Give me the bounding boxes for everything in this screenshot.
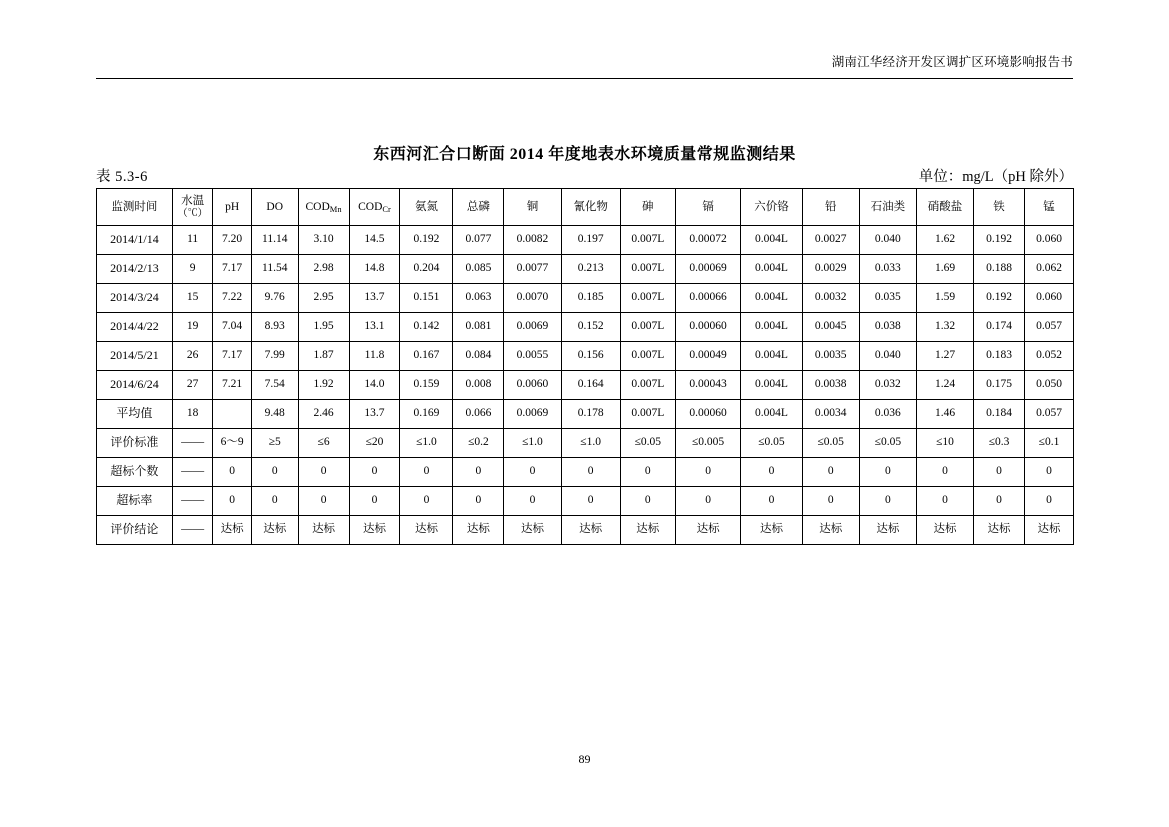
column-header-3 — [213, 189, 251, 226]
table-cell: 7.99 — [251, 342, 298, 371]
table-cell: 15 — [172, 284, 213, 313]
table-cell: 0.185 — [561, 284, 620, 313]
table-cell: ≤6 — [298, 429, 349, 458]
table-cell: 0 — [802, 487, 859, 516]
table-cell: ≤0.05 — [802, 429, 859, 458]
table-cell: 0.151 — [400, 284, 453, 313]
table-cell: 达标 — [1025, 516, 1074, 545]
row-label: 2014/1/14 — [97, 226, 173, 255]
table-cell: 1.62 — [916, 226, 973, 255]
column-header-label: 镉 — [702, 200, 714, 213]
table-cell: 0.007L — [620, 255, 675, 284]
table-cell: 0.167 — [400, 342, 453, 371]
table-cell: ≤0.2 — [453, 429, 504, 458]
table-cell: 0.159 — [400, 371, 453, 400]
table-cell: 0.004L — [741, 342, 802, 371]
table-row — [97, 255, 1074, 284]
table-cell: 达标 — [802, 516, 859, 545]
table-cell: 3.10 — [298, 226, 349, 255]
table-cell: 1.27 — [916, 342, 973, 371]
table-cell: 0.00066 — [675, 284, 740, 313]
table-cell: 0.0069 — [504, 313, 561, 342]
column-header-13 — [741, 189, 802, 226]
table-header-row — [97, 189, 1074, 226]
table-cell: 1.59 — [916, 284, 973, 313]
row-label: 2014/3/24 — [97, 284, 173, 313]
table-cell: 1.69 — [916, 255, 973, 284]
table-cell: 0.00060 — [675, 400, 740, 429]
table-cell: 1.46 — [916, 400, 973, 429]
table-cell: 0 — [298, 458, 349, 487]
column-header-label: 水温 （℃） — [173, 195, 213, 219]
column-header-11 — [620, 189, 675, 226]
table-cell: 达标 — [620, 516, 675, 545]
table-cell: 13.7 — [349, 400, 400, 429]
column-header-label: pH — [225, 200, 240, 213]
table-cell: 0 — [974, 458, 1025, 487]
table-cell: 0.0069 — [504, 400, 561, 429]
table-cell: 达标 — [741, 516, 802, 545]
table-cell: 27 — [172, 371, 213, 400]
table-cell: 0.052 — [1025, 342, 1074, 371]
table-row — [97, 371, 1074, 400]
table-row — [97, 400, 1074, 429]
table-cell: 0.084 — [453, 342, 504, 371]
table-units: 单位：mg/L（pH 除外） — [918, 169, 1073, 185]
table-cell: 达标 — [859, 516, 916, 545]
table-cell: 0.063 — [453, 284, 504, 313]
table-cell: —— — [172, 516, 213, 545]
table-cell: 0.004L — [741, 255, 802, 284]
row-label: 2014/4/22 — [97, 313, 173, 342]
table-cell: 0.175 — [974, 371, 1025, 400]
table-cell: 7.04 — [213, 313, 251, 342]
column-header-18 — [1025, 189, 1074, 226]
column-header-1 — [97, 189, 173, 226]
table-cell: 11.14 — [251, 226, 298, 255]
column-header-label: 监测时间 — [111, 200, 158, 213]
table-cell: 0.004L — [741, 400, 802, 429]
table-cell: 0.040 — [859, 226, 916, 255]
table-cell: 0.036 — [859, 400, 916, 429]
table-cell: 7.17 — [213, 255, 251, 284]
table-cell: —— — [172, 487, 213, 516]
table-cell: 9.76 — [251, 284, 298, 313]
table-cell: 0.00049 — [675, 342, 740, 371]
table-cell: 0.184 — [974, 400, 1025, 429]
table-cell: 0.213 — [561, 255, 620, 284]
table-cell: 0.008 — [453, 371, 504, 400]
table-cell: 0 — [675, 487, 740, 516]
page-title: 东西河汇合口断面 2014 年度地表水环境质量常规监测结果 — [373, 146, 796, 163]
table-cell: 0.004L — [741, 226, 802, 255]
table-cell: —— — [172, 429, 213, 458]
water-quality-table — [96, 188, 1074, 545]
table-cell: 0.0038 — [802, 371, 859, 400]
table-number: 表 5.3-6 — [96, 169, 148, 185]
table-row — [97, 284, 1074, 313]
column-header-label: 硝酸盐 — [927, 200, 963, 213]
table-cell: 7.17 — [213, 342, 251, 371]
table-cell: 8.93 — [251, 313, 298, 342]
table-cell: 0.057 — [1025, 400, 1074, 429]
table-cell: 0.081 — [453, 313, 504, 342]
table-cell: 达标 — [349, 516, 400, 545]
table-cell: 0 — [213, 487, 251, 516]
column-header-label: 氨氮 — [414, 200, 438, 213]
row-label: 2014/5/21 — [97, 342, 173, 371]
column-header-label: 铁 — [993, 200, 1005, 213]
table-cell: 达标 — [213, 516, 251, 545]
table-cell: 0 — [251, 487, 298, 516]
table-cell: 2.95 — [298, 284, 349, 313]
table-cell: 9.48 — [251, 400, 298, 429]
table-cell: 0.00060 — [675, 313, 740, 342]
table-row — [97, 313, 1074, 342]
column-header-label: 铅 — [824, 200, 837, 213]
table-cell: 7.21 — [213, 371, 251, 400]
table-cell: 0.197 — [561, 226, 620, 255]
table-cell: 0 — [741, 487, 802, 516]
table-cell: 0.188 — [974, 255, 1025, 284]
table-cell: 0.0034 — [802, 400, 859, 429]
table-cell: 达标 — [453, 516, 504, 545]
table-cell: ≤0.05 — [859, 429, 916, 458]
table-row — [97, 516, 1074, 545]
table-cell — [213, 400, 251, 429]
table-cell: 14.5 — [349, 226, 400, 255]
table-cell: 0 — [400, 458, 453, 487]
table-cell: 0.0035 — [802, 342, 859, 371]
column-header-9 — [504, 189, 561, 226]
table-cell: 0.007L — [620, 371, 675, 400]
table-cell: 0.0029 — [802, 255, 859, 284]
table-cell: 0.077 — [453, 226, 504, 255]
table-cell: 0.174 — [974, 313, 1025, 342]
table-cell: 11 — [172, 226, 213, 255]
table-cell: 0.007L — [620, 400, 675, 429]
column-header-14 — [802, 189, 859, 226]
column-header-label: 砷 — [642, 200, 654, 213]
table-cell: 11.54 — [251, 255, 298, 284]
table-cell: 0.164 — [561, 371, 620, 400]
table-row — [97, 487, 1074, 516]
table-cell: 1.87 — [298, 342, 349, 371]
table-cell: ≥5 — [251, 429, 298, 458]
table-cell: 7.20 — [213, 226, 251, 255]
table-cell: 0.066 — [453, 400, 504, 429]
table-cell: 18 — [172, 400, 213, 429]
row-label: 超标个数 — [97, 458, 173, 487]
table-cell: ≤0.05 — [620, 429, 675, 458]
column-header-label: 锰 — [1043, 200, 1055, 213]
table-cell: 达标 — [298, 516, 349, 545]
column-header-label: $COD_{Cr}$ — [358, 200, 391, 214]
table-cell: 达标 — [251, 516, 298, 545]
table-cell: 0.0045 — [802, 313, 859, 342]
table-cell: 0.0060 — [504, 371, 561, 400]
table-cell: 26 — [172, 342, 213, 371]
table-cell: 1.95 — [298, 313, 349, 342]
table-cell: 0 — [620, 487, 675, 516]
table-cell: 0.033 — [859, 255, 916, 284]
table-cell: 0 — [1025, 487, 1074, 516]
table-cell: 14.0 — [349, 371, 400, 400]
table-cell: ≤10 — [916, 429, 973, 458]
column-header-16 — [916, 189, 973, 226]
column-header-label: DO — [266, 200, 284, 213]
page-number: 89 — [578, 752, 591, 766]
table-cell: 达标 — [400, 516, 453, 545]
table-cell: 0 — [802, 458, 859, 487]
table-cell: 0 — [349, 487, 400, 516]
table-cell: 1.24 — [916, 371, 973, 400]
table-cell: 0.178 — [561, 400, 620, 429]
table-cell: 0.192 — [400, 226, 453, 255]
table-row — [97, 342, 1074, 371]
table-cell: —— — [172, 458, 213, 487]
table-cell: 0.004L — [741, 371, 802, 400]
table-cell: 达标 — [916, 516, 973, 545]
table-cell: 0 — [504, 487, 561, 516]
column-header-12 — [675, 189, 740, 226]
table-header — [97, 189, 1074, 226]
column-header-label: 铜 — [526, 200, 539, 213]
column-header-8 — [453, 189, 504, 226]
table-cell: 0 — [741, 458, 802, 487]
column-header-label: 总磷 — [466, 200, 490, 213]
table-cell: 0.0082 — [504, 226, 561, 255]
table-cell: 0.060 — [1025, 284, 1074, 313]
table-cell: 9 — [172, 255, 213, 284]
table-cell: 0 — [504, 458, 561, 487]
table-cell: 0 — [916, 487, 973, 516]
table-row — [97, 458, 1074, 487]
table-cell: ≤0.05 — [741, 429, 802, 458]
table-cell: 0.004L — [741, 313, 802, 342]
table-cell: 达标 — [675, 516, 740, 545]
table-cell: ≤1.0 — [504, 429, 561, 458]
table-cell: 0.192 — [974, 284, 1025, 313]
table-cell: 1.32 — [916, 313, 973, 342]
table-cell: 0.142 — [400, 313, 453, 342]
column-header-label: 六价铬 — [754, 200, 789, 213]
row-label: 评价标准 — [97, 429, 173, 458]
column-header-label: 氰化物 — [573, 200, 608, 213]
row-label: 评价结论 — [97, 516, 173, 545]
table-cell: 19 — [172, 313, 213, 342]
table-cell: 13.7 — [349, 284, 400, 313]
table-row — [97, 226, 1074, 255]
table-cell: 0 — [974, 487, 1025, 516]
table-body — [97, 226, 1074, 545]
table-cell: 6～9 — [213, 429, 251, 458]
table-cell: 0.00072 — [675, 226, 740, 255]
table-cell: 7.22 — [213, 284, 251, 313]
table-cell: 0.0032 — [802, 284, 859, 313]
table-cell: 2.46 — [298, 400, 349, 429]
table-cell: 0.0077 — [504, 255, 561, 284]
column-header-4 — [251, 189, 298, 226]
table-cell: ≤0.1 — [1025, 429, 1074, 458]
column-header-6 — [349, 189, 400, 226]
table-cell: 0.00069 — [675, 255, 740, 284]
column-header-17 — [974, 189, 1025, 226]
table-cell: 达标 — [504, 516, 561, 545]
table-cell: 0 — [453, 487, 504, 516]
table-cell: 0.007L — [620, 226, 675, 255]
table-cell: 0.0055 — [504, 342, 561, 371]
table-row — [97, 429, 1074, 458]
table-cell: 11.8 — [349, 342, 400, 371]
table-cell: 0 — [675, 458, 740, 487]
table-cell: 14.8 — [349, 255, 400, 284]
running-header: 湖南江华经济开发区调扩区环境影响报告书 — [831, 55, 1073, 69]
table-cell: 0 — [859, 487, 916, 516]
table-cell: 7.54 — [251, 371, 298, 400]
table-cell: 0 — [453, 458, 504, 487]
table-cell: 0.035 — [859, 284, 916, 313]
table-cell: 0 — [859, 458, 916, 487]
table-cell: 0 — [349, 458, 400, 487]
column-header-unit: （℃） — [177, 207, 208, 219]
table-cell: 0.156 — [561, 342, 620, 371]
table-cell: 0.183 — [974, 342, 1025, 371]
column-header-2 — [172, 189, 213, 226]
table-cell: 0.007L — [620, 342, 675, 371]
table-cell: 0.192 — [974, 226, 1025, 255]
table-caption-row — [96, 165, 1073, 187]
column-header-5 — [298, 189, 349, 226]
column-header-15 — [859, 189, 916, 226]
table-cell: 0.040 — [859, 342, 916, 371]
table-cell: 达标 — [561, 516, 620, 545]
header-divider — [96, 78, 1073, 79]
table-cell: 达标 — [974, 516, 1025, 545]
table-cell: 0.007L — [620, 284, 675, 313]
table-cell: 0 — [1025, 458, 1074, 487]
table-cell: 0 — [561, 458, 620, 487]
table-cell: ≤1.0 — [400, 429, 453, 458]
table-cell: 0 — [251, 458, 298, 487]
table-cell: 0.038 — [859, 313, 916, 342]
column-header-7 — [400, 189, 453, 226]
table-cell: 0.057 — [1025, 313, 1074, 342]
table-cell: 13.1 — [349, 313, 400, 342]
row-label: 2014/2/13 — [97, 255, 173, 284]
column-header-10 — [561, 189, 620, 226]
table-cell: 0.060 — [1025, 226, 1074, 255]
table-cell: ≤1.0 — [561, 429, 620, 458]
table-cell: 0 — [400, 487, 453, 516]
column-header-label: $COD_{Mn}$ — [305, 200, 342, 214]
table-cell: 0.050 — [1025, 371, 1074, 400]
table-cell: 0.004L — [741, 284, 802, 313]
table-cell: 0.085 — [453, 255, 504, 284]
table-cell: ≤0.005 — [675, 429, 740, 458]
row-label: 2014/6/24 — [97, 371, 173, 400]
row-label: 超标率 — [97, 487, 173, 516]
table-cell: 0.062 — [1025, 255, 1074, 284]
table-cell: 0.0027 — [802, 226, 859, 255]
table-cell: ≤20 — [349, 429, 400, 458]
table-cell: 0.032 — [859, 371, 916, 400]
table-cell: 2.98 — [298, 255, 349, 284]
table-cell: 0 — [620, 458, 675, 487]
table-cell: 0.169 — [400, 400, 453, 429]
table-cell: 0 — [213, 458, 251, 487]
table-cell: 0 — [561, 487, 620, 516]
table-cell: 0.0070 — [504, 284, 561, 313]
table-cell: 0 — [916, 458, 973, 487]
row-label: 平均值 — [97, 400, 173, 429]
table-cell: 0.007L — [620, 313, 675, 342]
column-header-label: 石油类 — [870, 200, 906, 213]
table-cell: ≤0.3 — [974, 429, 1025, 458]
table-cell: 1.92 — [298, 371, 349, 400]
table-cell: 0.00043 — [675, 371, 740, 400]
table-cell: 0.204 — [400, 255, 453, 284]
table-cell: 0 — [298, 487, 349, 516]
table-cell: 0.152 — [561, 313, 620, 342]
